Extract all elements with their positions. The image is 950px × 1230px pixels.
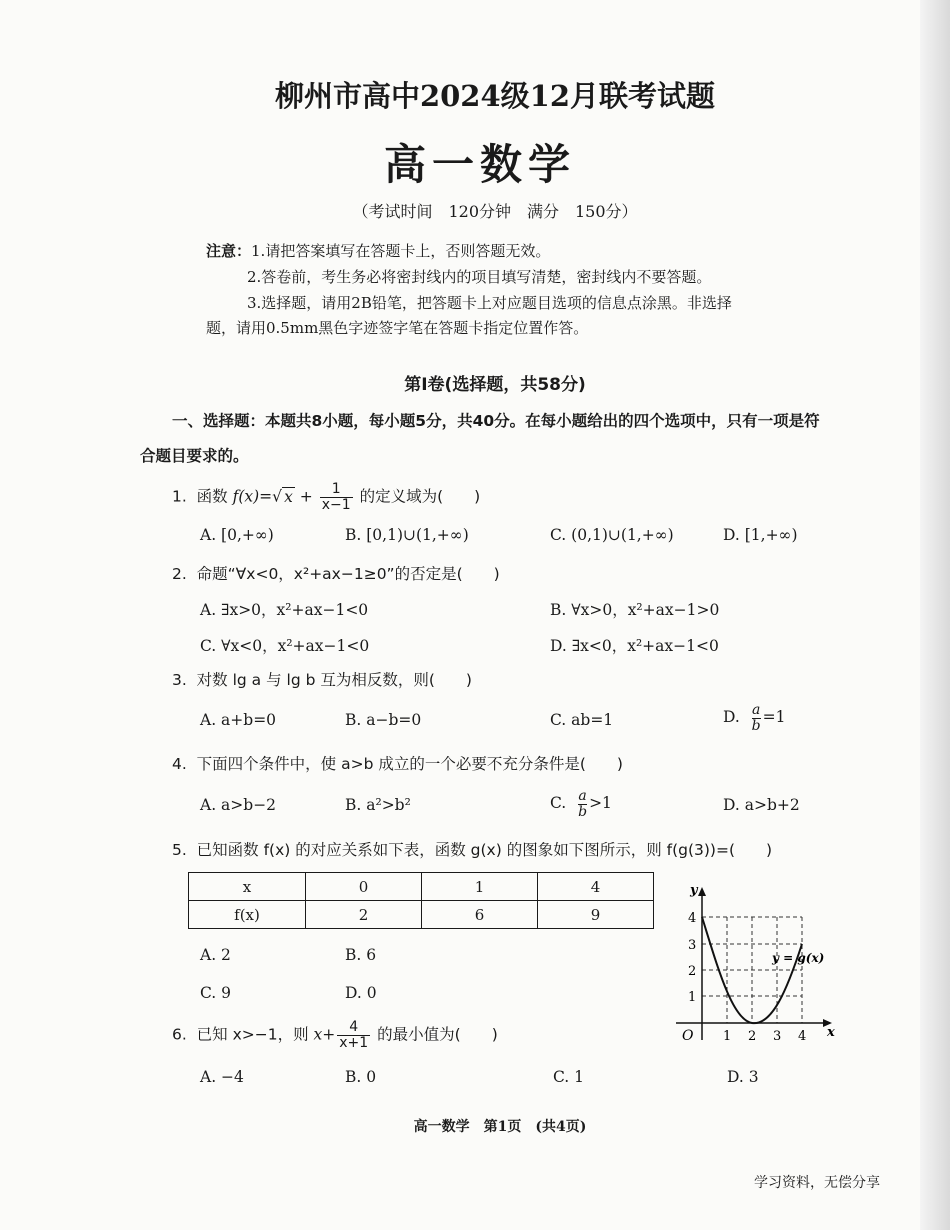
question-5-option-b: B. 6	[345, 946, 377, 964]
y-tick-label: 2	[688, 964, 697, 979]
watermark-text: 学习资料，无偿分享	[754, 1175, 880, 1191]
question-6-option-d: D. 3	[727, 1068, 759, 1086]
question-5-option-c: C. 9	[200, 984, 232, 1002]
question-3-d-num: a	[751, 702, 761, 718]
notes-text-1: 1.请把答案填写在答题卡上，否则答题无效。	[251, 242, 551, 260]
question-3-option-a: A. a+b=0	[200, 711, 277, 729]
question-1-sqrt-arg: x	[284, 487, 293, 506]
question-6-x-plus: x+	[313, 1025, 336, 1044]
question-1-frac-num: 1	[331, 481, 341, 497]
x-axis-label: x	[827, 1025, 835, 1040]
y-axis-arrow-icon	[698, 887, 706, 896]
question-1-prefix: 函数	[196, 487, 228, 506]
question-1-frac-den: x−1	[321, 496, 351, 513]
question-1-suffix: 的定义域为( )	[359, 487, 481, 506]
question-1-func: f(x)=	[232, 487, 273, 506]
question-2-number: 2.	[172, 565, 187, 583]
question-6-option-c: C. 1	[553, 1068, 585, 1086]
section-intro-line-1: 一、选择题：本题共8小题，每小题5分，共40分。在每小题给出的四个选项中，只有一项是符	[172, 412, 820, 430]
question-4-option-a: A. a>b−2	[200, 796, 277, 814]
question-3-option-d-label: D.	[723, 708, 740, 727]
question-1-option-d: D. [1,+∞)	[723, 526, 798, 544]
question-1-option-a: A. [0,+∞)	[200, 526, 274, 544]
question-3-option-d-fraction	[752, 703, 761, 733]
question-2-stem	[172, 562, 500, 584]
x-tick-label: 4	[798, 1029, 807, 1044]
notes-label: 注意：	[206, 242, 252, 260]
exam-title: 柳州市高中2024级12月联考试题	[274, 79, 716, 113]
table-row	[189, 901, 654, 929]
x-tick-labels	[723, 1029, 806, 1044]
table-cell: 1	[422, 873, 538, 901]
question-1-stem	[172, 482, 480, 512]
question-1-fraction	[320, 482, 353, 512]
question-3-number: 3.	[172, 671, 187, 689]
question-1-option-c: C. (0,1)∪(1,+∞)	[550, 526, 674, 544]
question-6-frac-den: x+1	[339, 1034, 369, 1051]
subject-title: 高一数学	[383, 140, 576, 189]
question-3-option-d	[723, 703, 786, 733]
notes-line-2: 2.答卷前，考生务必将密封线内的项目填写清楚，密封线内不要答题。	[247, 268, 712, 286]
question-4-option-c-label: C.	[550, 794, 567, 813]
question-5-stem	[172, 838, 772, 860]
origin-label: O	[682, 1028, 694, 1044]
question-4-c-den: b	[578, 803, 588, 820]
question-6-prefix: 已知 x>−1，则	[196, 1025, 309, 1044]
question-3-d-tail: =1	[762, 708, 786, 727]
question-4-option-d: D. a>b+2	[723, 796, 800, 814]
question-3-d-den: b	[751, 717, 761, 734]
question-6-stem	[172, 1020, 498, 1050]
question-4-number: 4.	[172, 755, 187, 773]
question-2-option-d: D. ∃x<0，x²+ax−1<0	[550, 637, 719, 655]
y-tick-labels	[688, 911, 696, 1005]
exam-info: （考试时间 120分钟 满分 150分）	[352, 202, 638, 221]
question-4-c-num: a	[578, 788, 587, 804]
question-1-plus: +	[299, 487, 313, 506]
question-5-text: 已知函数 f(x) 的对应关系如下表，函数 g(x) 的图象如下图所示，则 f(g(3))=( )	[196, 841, 773, 859]
sqrt-sign: √	[272, 487, 283, 506]
question-2-option-c: C. ∀x<0，x²+ax−1<0	[200, 637, 370, 655]
page-footer: 高一数学 第1页 (共4页)	[413, 1119, 587, 1135]
y-axis-label: y	[690, 883, 698, 898]
section-title: 第Ⅰ卷(选择题，共58分)	[404, 375, 586, 395]
question-4-stem	[172, 752, 623, 774]
question-3-stem	[172, 668, 472, 690]
graph-grid	[702, 917, 802, 1023]
x-tick-label: 3	[773, 1029, 782, 1044]
table-cell: x	[189, 873, 306, 901]
question-2-text: 命题“∀x<0，x²+ax−1≥0”的否定是( )	[196, 565, 500, 583]
question-6-suffix: 的最小值为( )	[377, 1025, 498, 1044]
notes-line-3: 3.选择题，请用2B铅笔，把答题卡上对应题目选项的信息点涂黑。非选择	[247, 294, 732, 312]
question-4-option-c-fraction	[578, 789, 587, 819]
table-row	[189, 873, 654, 901]
question-4-text: 下面四个条件中，使 a>b 成立的一个必要不充分条件是( )	[196, 755, 623, 773]
question-6-option-a: A. −4	[200, 1068, 244, 1086]
question-4-c-tail: >1	[589, 794, 612, 813]
question-2-option-a: A. ∃x>0，x²+ax−1<0	[200, 601, 369, 619]
y-tick-label: 4	[688, 911, 697, 926]
question-4-option-c	[550, 789, 612, 819]
question-6-option-b: B. 0	[345, 1068, 377, 1086]
table-cell: 4	[538, 873, 654, 901]
function-table	[188, 872, 654, 929]
question-2-option-b: B. ∀x>0，x²+ax−1>0	[550, 601, 720, 619]
question-6-number: 6.	[172, 1025, 187, 1044]
question-3-option-b: B. a−b=0	[345, 711, 422, 729]
question-3-option-c: C. ab=1	[550, 711, 614, 729]
y-tick-label: 1	[688, 990, 697, 1005]
table-cell: f(x)	[189, 901, 306, 929]
question-1-option-b: B. [0,1)∪(1,+∞)	[345, 526, 469, 544]
notes-line-4: 题，请用0.5mm黑色字迹签字笔在答题卡指定位置作答。	[206, 319, 589, 337]
table-cell: 9	[538, 901, 654, 929]
y-tick-label: 3	[688, 938, 697, 953]
x-tick-label: 2	[748, 1029, 757, 1044]
question-6-fraction	[337, 1020, 370, 1050]
question-4-option-b: B. a²>b²	[345, 796, 411, 814]
x-tick-label: 1	[723, 1029, 732, 1044]
notes-line-1	[206, 240, 550, 261]
question-5-option-a: A. 2	[200, 946, 231, 964]
question-3-text: 对数 lg a 与 lg b 互为相反数，则( )	[196, 671, 472, 689]
section-intro-line-2: 合题目要求的。	[140, 447, 249, 465]
curve-label: y = g(x)	[772, 951, 825, 965]
table-cell: 6	[422, 901, 538, 929]
question-5-number: 5.	[172, 841, 187, 859]
table-cell: 2	[306, 901, 422, 929]
table-cell: 0	[306, 873, 422, 901]
question-5-option-d: D. 0	[345, 984, 377, 1002]
question-1-number: 1.	[172, 487, 187, 506]
g-function-graph	[672, 880, 842, 1050]
question-6-frac-num: 4	[349, 1019, 359, 1035]
